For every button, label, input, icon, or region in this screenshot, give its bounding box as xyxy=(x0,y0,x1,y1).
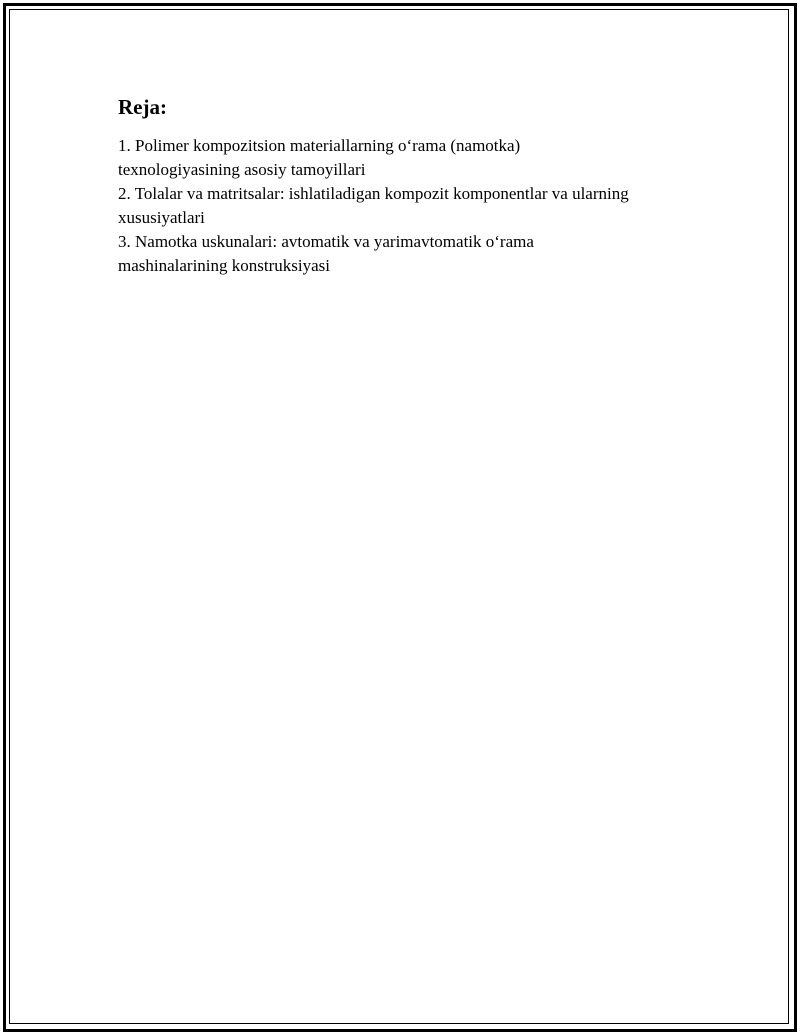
plan-item-2-line-1: 2. Tolalar va matritsalar: ishlatiladigan kompozit komponentlar va ularning xyxy=(118,184,629,203)
plan-item-2 xyxy=(118,182,698,230)
plan-item-1 xyxy=(118,134,698,182)
plan-heading: Reja: xyxy=(118,95,167,119)
plan-item-3-line-2: mashinalarining konstruksiyasi xyxy=(118,256,331,275)
plan-item-3 xyxy=(118,230,698,278)
plan-item-3-line-1: 3. Namotka uskunalari: avtomatik va yarimavtomatik o‘rama xyxy=(118,232,534,251)
plan-item-2-line-2: xususiyatlari xyxy=(118,208,205,227)
plan-list xyxy=(118,134,698,278)
plan-item-1-line-1: 1. Polimer kompozitsion materiallarning o‘rama (namotka) xyxy=(118,136,521,155)
document-body xyxy=(118,94,698,278)
plan-item-1-line-2: texnologiyasining asosiy tamoyillari xyxy=(118,160,366,179)
